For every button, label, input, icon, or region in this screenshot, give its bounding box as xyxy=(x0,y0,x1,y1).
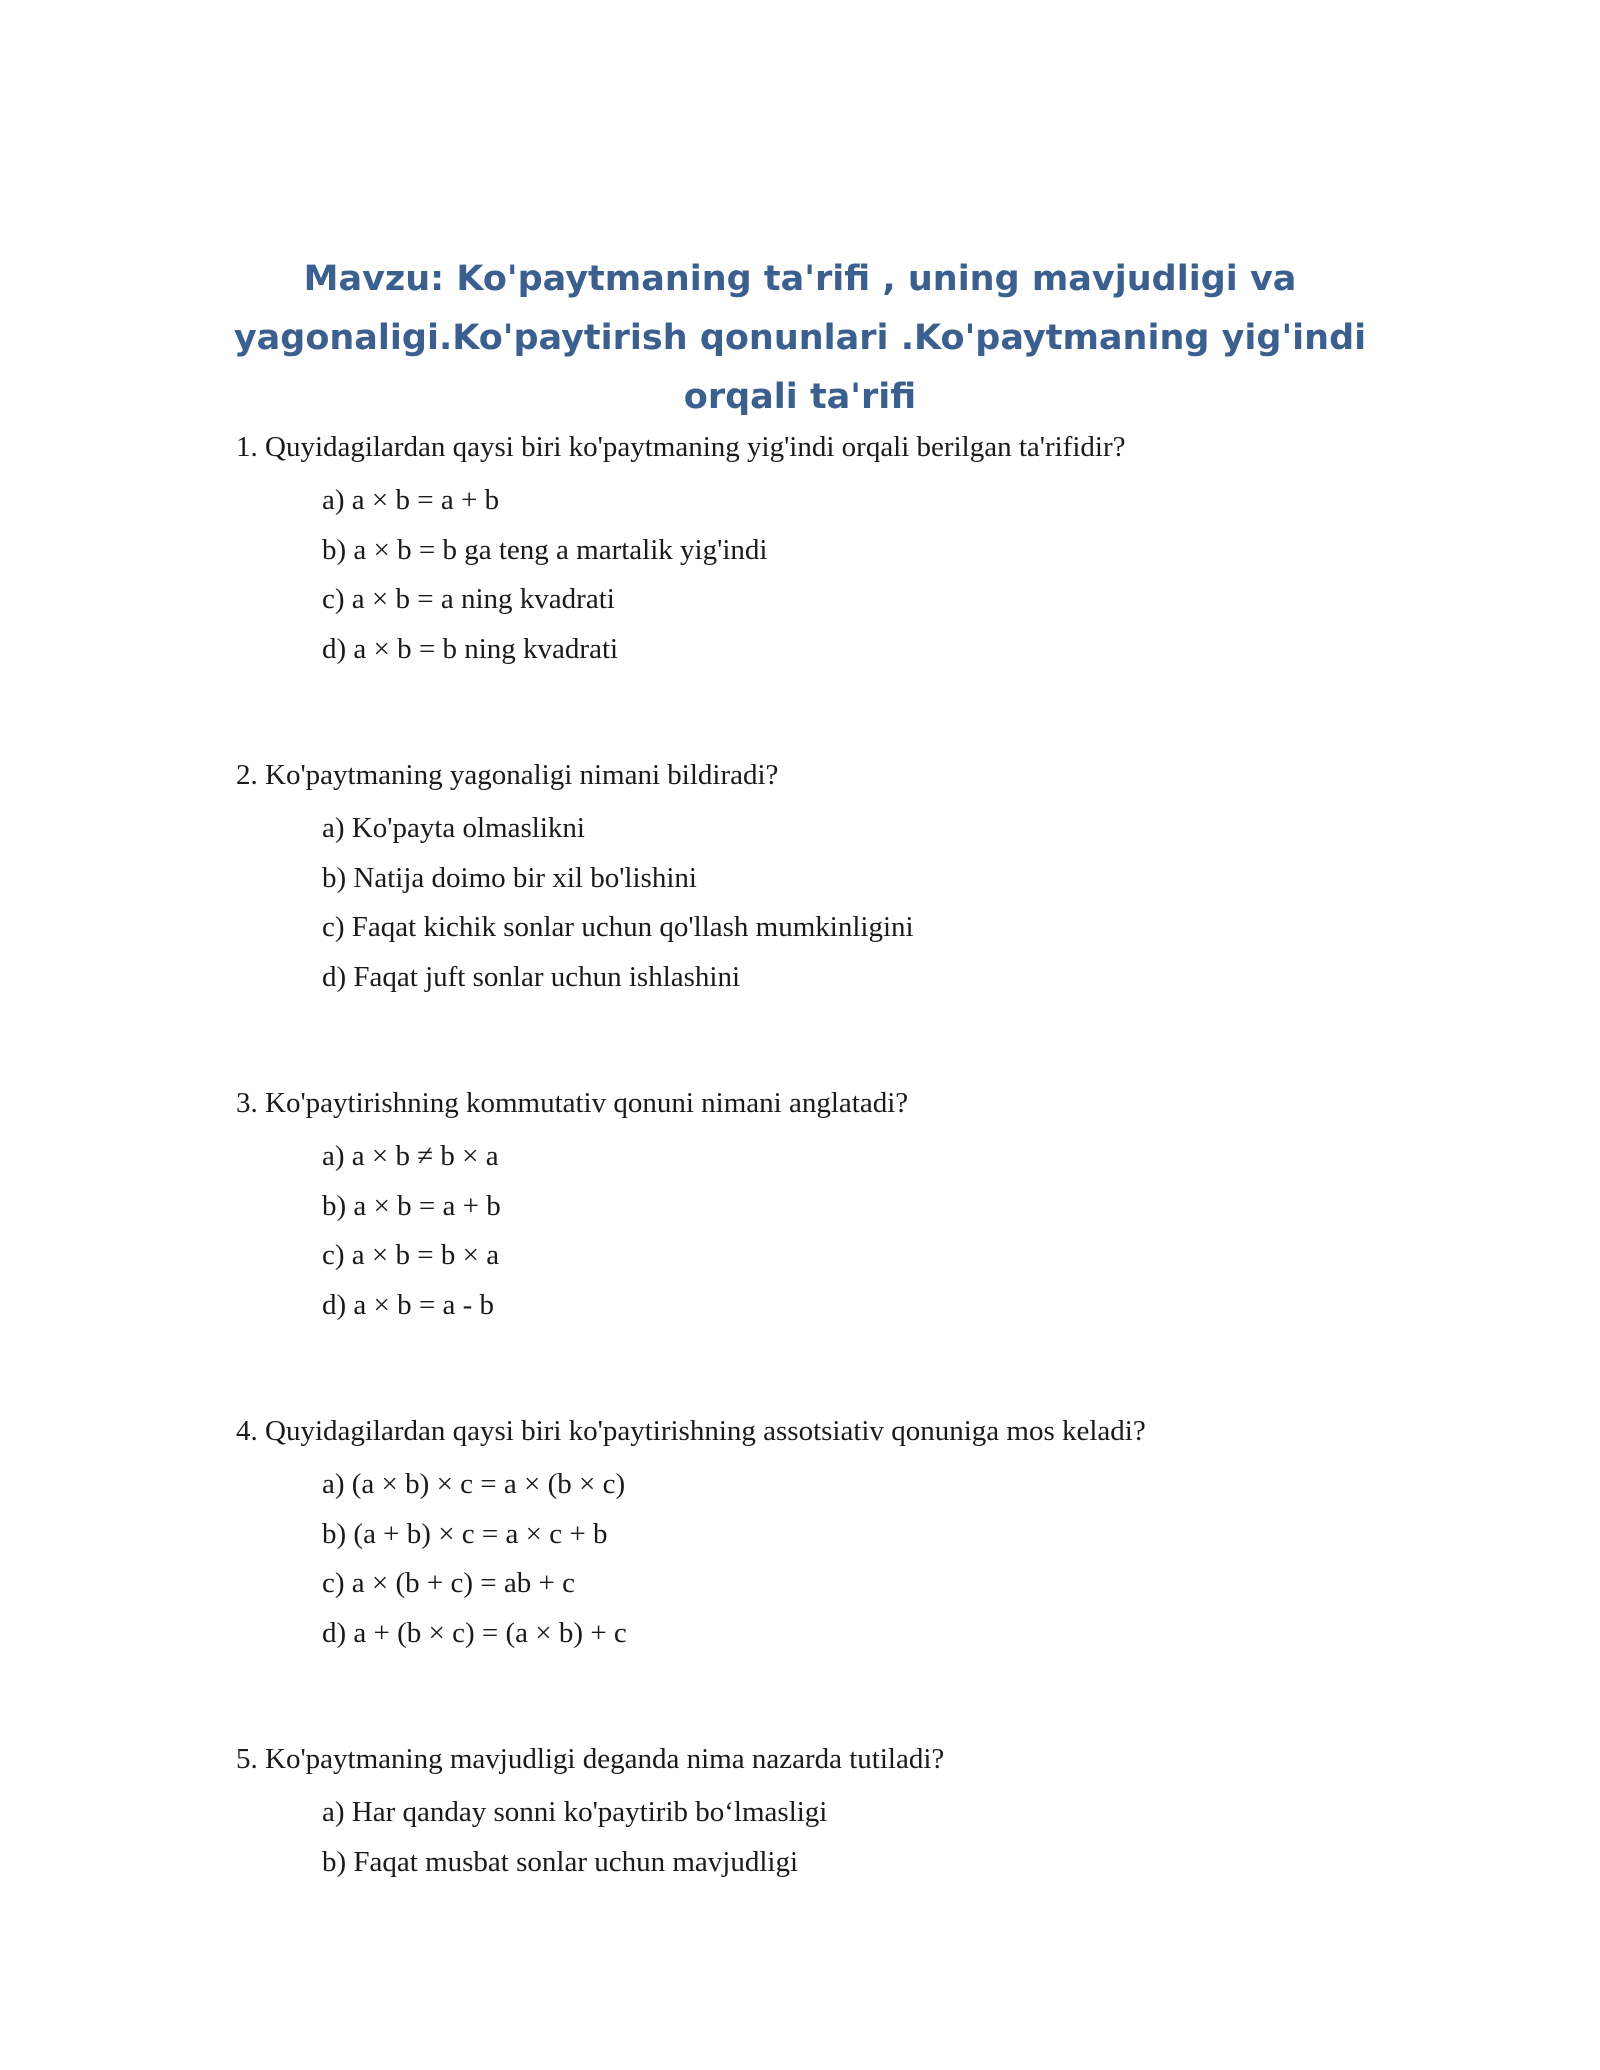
answer-option-c: c) Faqat kichik sonlar uchun qo'llash mumkinligini xyxy=(322,911,914,943)
document-title: Mavzu: Ko'paytmaning ta'rifi , uning mavjudligi va yagonaligi.Ko'paytirish qonunlari .Ko'paytmaning yig'indi orqali ta'rifi xyxy=(233,259,1367,417)
answer-options xyxy=(236,1460,1396,1658)
question-1 xyxy=(236,420,1396,674)
question-4 xyxy=(236,1404,1396,1658)
question-text: 4. Quyidagilardan qaysi biri ko'paytirishning assotsiativ qonuniga mos keladi? xyxy=(236,1415,1146,1447)
answer-option-d: d) Faqat juft sonlar uchun ishlashini xyxy=(322,960,741,993)
question-3 xyxy=(236,1076,1396,1330)
question-text: 2. Ko'paytmaning yagonaligi nimani bildiradi? xyxy=(236,759,779,791)
answer-option-c: c) a × b = b × a xyxy=(322,1239,500,1271)
answer-option-b: b) a × b = a + b xyxy=(322,1189,501,1222)
question-5 xyxy=(236,1732,1396,1887)
answer-option-d: d) a × b = a - b xyxy=(322,1288,495,1321)
answer-option-a: a) Ko'payta olmaslikni xyxy=(322,812,585,844)
answer-option-c: c) a × (b + c) = ab + c xyxy=(322,1567,575,1599)
question-text: 3. Ko'paytirishning kommutativ qonuni nimani anglatadi? xyxy=(236,1087,909,1119)
answer-option-b: b) Faqat musbat sonlar uchun mavjudligi xyxy=(322,1845,799,1878)
answer-option-b: b) (a + b) × c = a × c + b xyxy=(322,1517,608,1550)
answer-options xyxy=(236,804,1396,1002)
answer-option-c: c) a × b = a ning kvadrati xyxy=(322,583,615,615)
question-text: 5. Ko'paytmaning mavjudligi deganda nima nazarda tutiladi? xyxy=(236,1743,945,1775)
answer-option-a: a) a × b ≠ b × a xyxy=(322,1140,499,1172)
answer-option-d: d) a + (b × c) = (a × b) + c xyxy=(322,1616,627,1649)
question-2 xyxy=(236,748,1396,1002)
answer-option-b: b) a × b = b ga teng a martalik yig'indi xyxy=(322,533,768,566)
quiz xyxy=(236,420,1396,1887)
answer-options xyxy=(236,1132,1396,1330)
answer-option-a: a) a × b = a + b xyxy=(322,484,500,516)
answer-options xyxy=(236,1788,1396,1887)
answer-option-d: d) a × b = b ning kvadrati xyxy=(322,632,619,665)
answer-option-a: a) Har qanday sonni ko'paytirib bo‘lmasligi xyxy=(322,1796,828,1828)
answer-option-b: b) Natija doimo bir xil bo'lishini xyxy=(322,861,697,894)
question-text: 1. Quyidagilardan qaysi biri ko'paytmaning yig'indi orqali berilgan ta'rifidir? xyxy=(236,431,1126,463)
answer-options xyxy=(236,476,1396,674)
answer-option-a: a) (a × b) × c = a × (b × c) xyxy=(322,1468,626,1500)
